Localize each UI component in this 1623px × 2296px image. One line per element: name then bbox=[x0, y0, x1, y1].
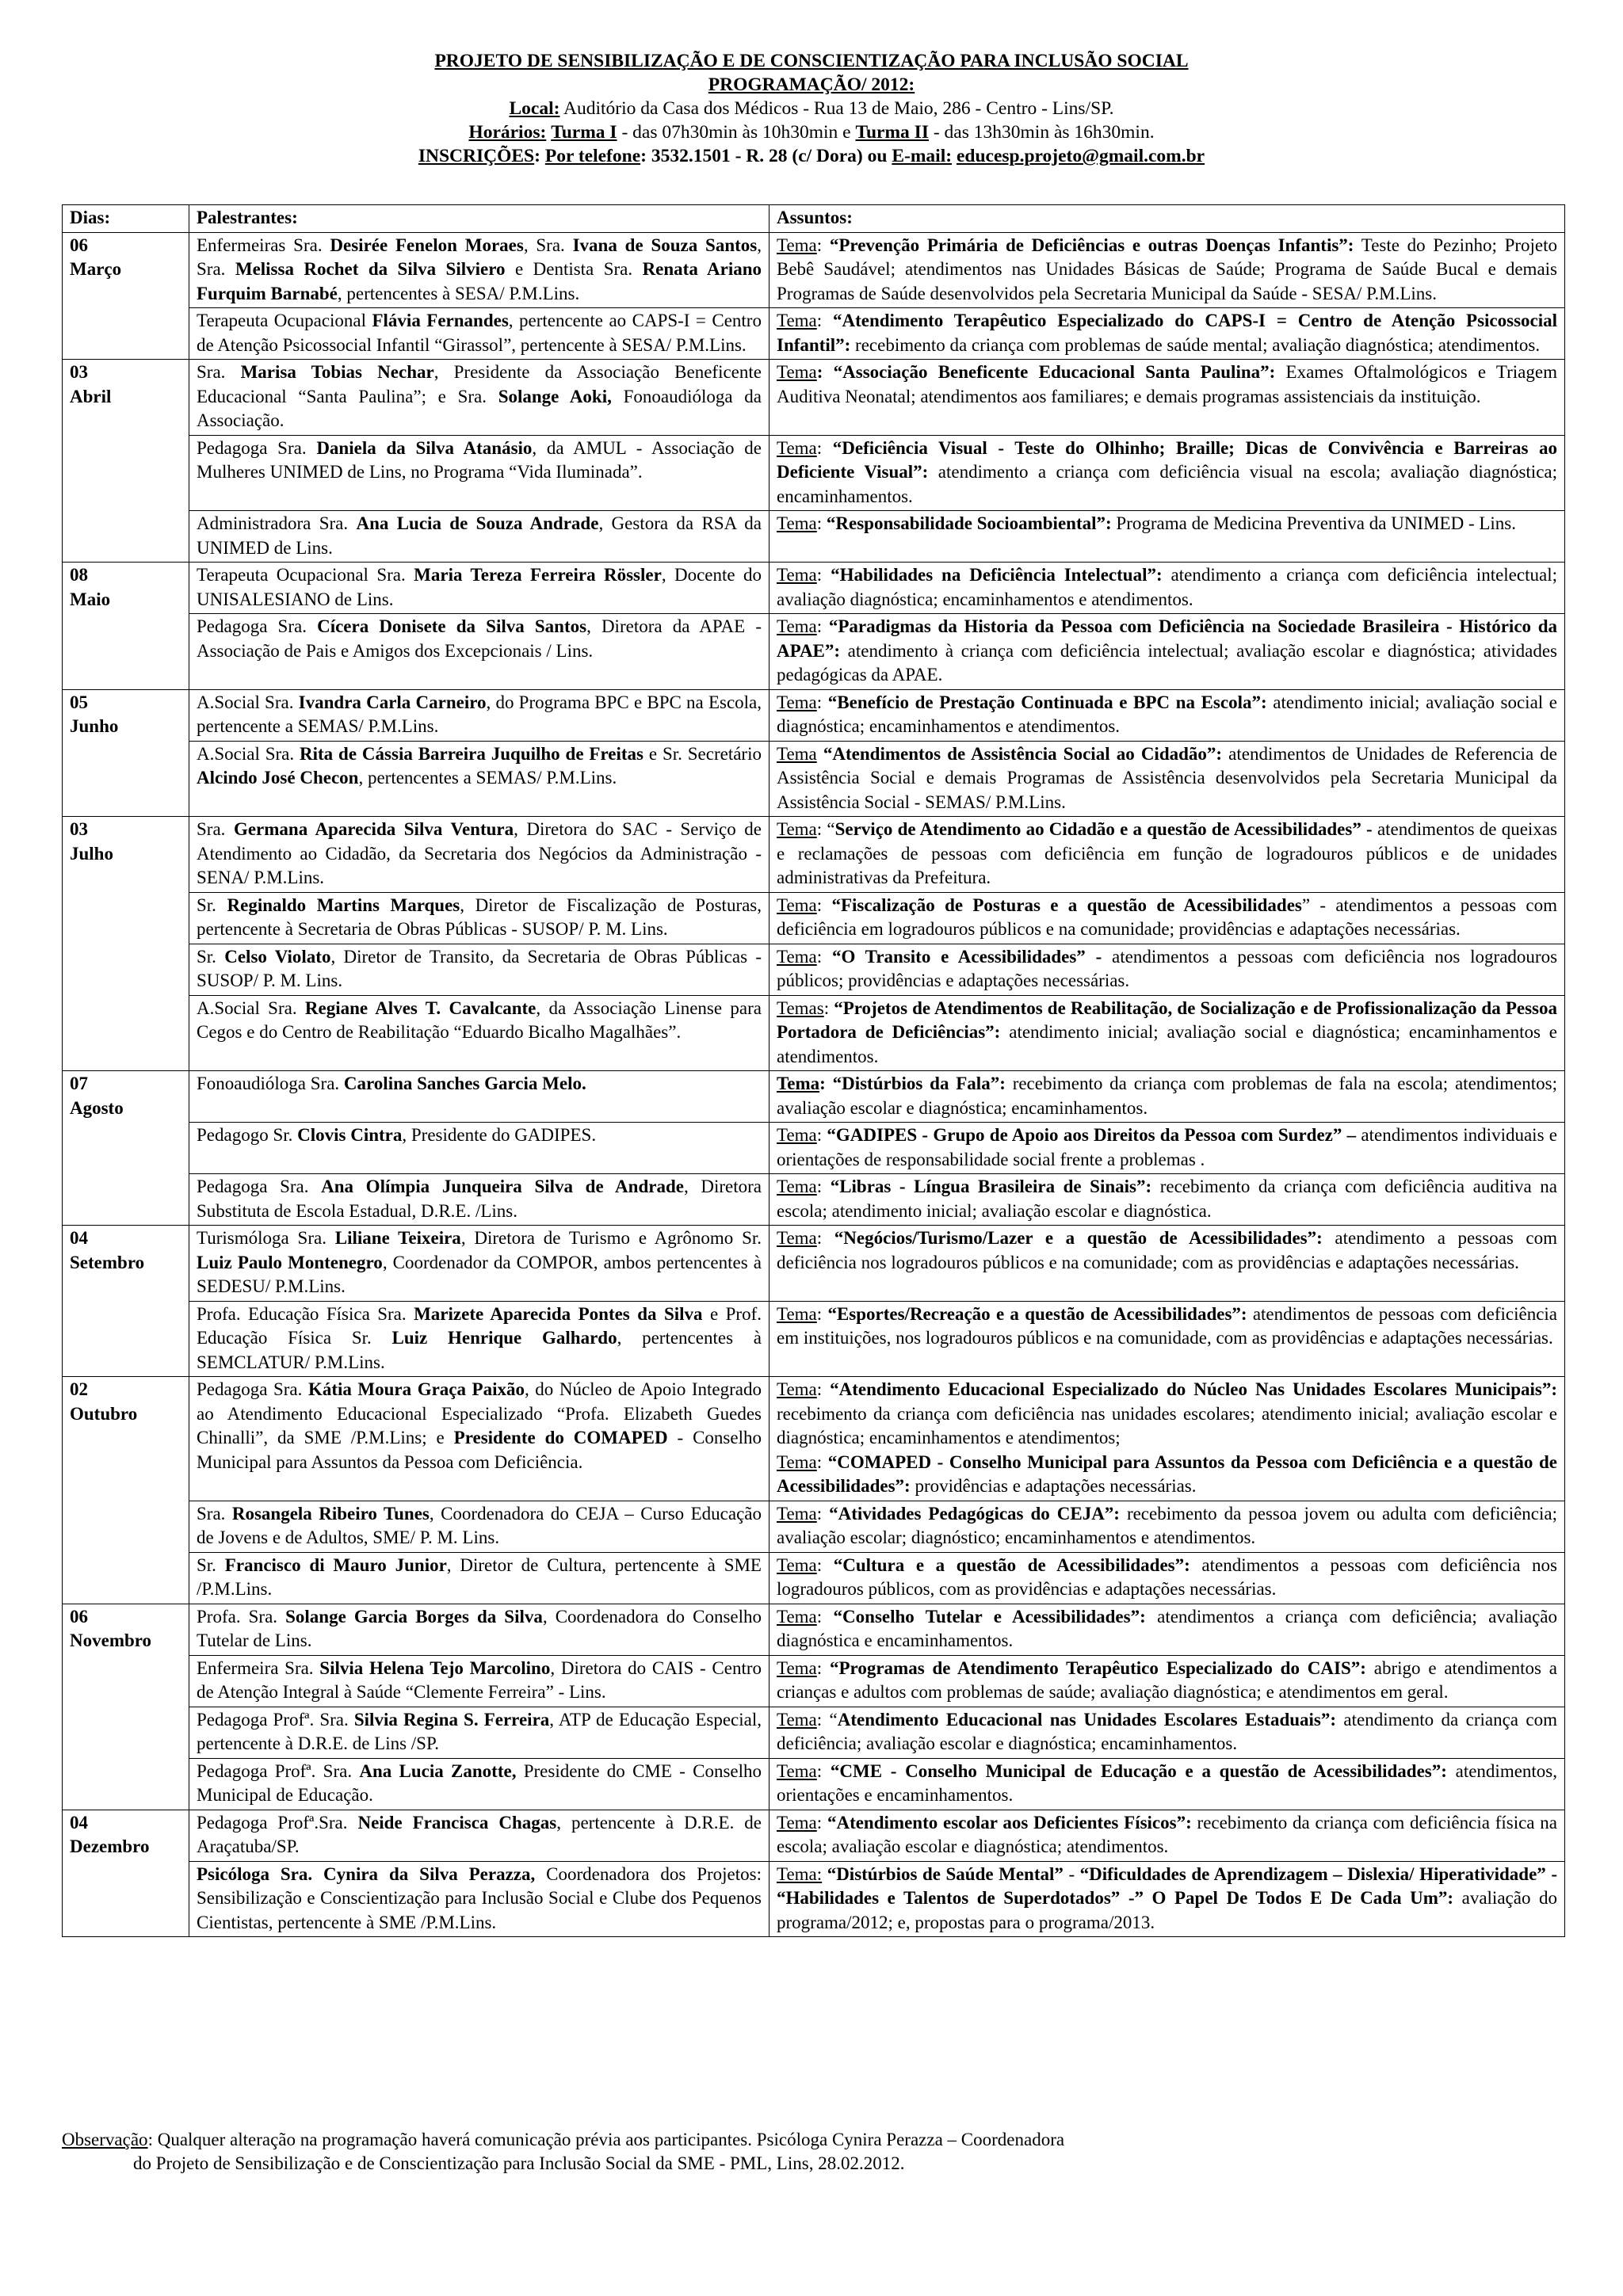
speaker-cell: A.Social Sra. Ivandra Carla Carneiro, do Programa BPC e BPC na Escola, pertencente a SEMAS/ P.M.Lins. bbox=[189, 689, 769, 741]
table-row bbox=[63, 944, 1565, 995]
email-link[interactable]: educesp.projeto@gmail.com.br bbox=[956, 146, 1205, 166]
day-month: Outubro bbox=[70, 1403, 138, 1424]
day-number: 07 bbox=[70, 1074, 88, 1093]
subject-cell: Tema: “Esportes/Recreação e a questão de Acessibilidades”: atendimentos de pessoas com deficiência em instituições, nos logradouros públicos e na comunidade, com as providências e adaptações necessárias. bbox=[769, 1301, 1565, 1377]
day-month: Março bbox=[70, 259, 122, 279]
speaker-cell: Fonoaudióloga Sra. Carolina Sanches Garcia Melo. bbox=[189, 1071, 769, 1123]
subject-cell: Temas: “Projetos de Atendimentos de Reabilitação, de Socialização e de Profissionalização da Pessoa Portadora de Deficiências”: atendimento inicial; avaliação social e diagnóstica; encaminhamentos e atendimentos. bbox=[769, 995, 1565, 1071]
speaker-cell: Administradora Sra. Ana Lucia de Souza Andrade, Gestora da RSA da UNIMED de Lins. bbox=[189, 511, 769, 563]
day-month: Novembro bbox=[70, 1630, 152, 1650]
speaker-cell: Pedagoga Sra. Ana Olímpia Junqueira Silva de Andrade, Diretora Substituta de Escola Estadual, D.R.E. /Lins. bbox=[189, 1174, 769, 1226]
subject-cell: Tema: “Programas de Atendimento Terapêutico Especializado do CAIS”: abrigo e atendimentos a crianças e adultos com problemas de saúde; avaliação diagnóstica; e atendimentos em geral. bbox=[769, 1655, 1565, 1707]
subject-cell: Tema: “Distúrbios de Saúde Mental” - “Dificuldades de Aprendizagem – Dislexia/ Hiperatividade” - “Habilidades e Talentos de Superdotados” -” O Papel De Todos E De Cada Um”: avaliação do programa/2012; e, propostas para o programa/2013. bbox=[769, 1861, 1565, 1937]
day-month: Dezembro bbox=[70, 1836, 150, 1856]
table-row bbox=[63, 360, 1565, 436]
subject-cell: Tema: “Libras - Língua Brasileira de Sinais”: recebimento da criança com deficiência auditiva na escola; atendimento inicial; avaliação escolar e diagnóstica. bbox=[769, 1174, 1565, 1226]
table-row bbox=[63, 1071, 1565, 1123]
horarios-line: Horários: Turma I - das 07h30min às 10h30min e Turma II - das 13h30min às 16h30min. bbox=[468, 122, 1155, 143]
schedule-table bbox=[62, 204, 1565, 1937]
day-cell bbox=[63, 689, 189, 817]
program-title: PROGRAMAÇÃO/ 2012: bbox=[708, 74, 915, 95]
subject-cell: Tema: “Prevenção Primária de Deficiências e outras Doenças Infantis”: Teste do Pezinho; Projeto Bebê Saudável; atendimentos nas Unidades Básicas de Saúde; Programa de Saúde Bucal e demais Programas de Saúde desenvolvidos pela Secretaria Municipal da Saúde - SESA/ P.M.Lins. bbox=[769, 232, 1565, 308]
day-number: 02 bbox=[70, 1379, 88, 1399]
table-row bbox=[63, 995, 1565, 1071]
subject-cell: Tema: “Benefício de Prestação Continuada e BPC na Escola”: atendimento inicial; avaliação social e diagnóstica; encaminhamentos e atendimentos. bbox=[769, 689, 1565, 741]
table-row bbox=[63, 689, 1565, 741]
day-cell bbox=[63, 1071, 189, 1226]
day-month: Agosto bbox=[70, 1097, 124, 1118]
day-number: 04 bbox=[70, 1228, 88, 1248]
subject-cell: Tema: “Atendimento escolar aos Deficientes Físicos”: recebimento da criança com deficiência física na escola; avaliação escolar e diagnóstica; atendimentos. bbox=[769, 1810, 1565, 1861]
day-number: 06 bbox=[70, 1606, 88, 1627]
speaker-cell: Turismóloga Sra. Liliane Teixeira, Diretora de Turismo e Agrônomo Sr. Luiz Paulo Montenegro, Coordenador da COMPOR, ambos pertencentes à SEDESU/ P.M.Lins. bbox=[189, 1226, 769, 1302]
header-assuntos: Assuntos: bbox=[769, 205, 1565, 233]
table-row bbox=[63, 1174, 1565, 1226]
table-row bbox=[63, 817, 1565, 893]
subject-cell: Tema: “Atendimento Terapêutico Especializado do CAPS-I = Centro de Atenção Psicossocial Infantil”: recebimento da criança com problemas de saúde mental; avaliação diagnóstica; atendimentos. bbox=[769, 308, 1565, 360]
table-row bbox=[63, 1501, 1565, 1552]
speaker-cell: Sr. Francisco di Mauro Junior, Diretor de Cultura, pertencente à SME /P.M.Lins. bbox=[189, 1552, 769, 1604]
speaker-cell: A.Social Sra. Regiane Alves T. Cavalcante, da Associação Linense para Cegos e do Centro de Reabilitação “Eduardo Bicalho Magalhães”. bbox=[189, 995, 769, 1071]
subject-cell: Tema: “Negócios/Turismo/Lazer e a questão de Acessibilidades”: atendimento a pessoas com deficiência nos logradouros públicos e na comunidade; com as providências e adaptações necessárias. bbox=[769, 1226, 1565, 1302]
speaker-cell: Enfermeiras Sra. Desirée Fenelon Moraes, Sra. Ivana de Souza Santos, Sra. Melissa Rochet da Silva Silviero e Dentista Sra. Renata Ariano Furquim Barnabé, pertencentes à SESA/ P.M.Lins. bbox=[189, 232, 769, 308]
footer-line-2: do Projeto de Sensibilização e de Conscientização para Inclusão Social da SME - PML, Lins, 28.02.2012. bbox=[133, 2153, 905, 2173]
speaker-cell: Sr. Celso Violato, Diretor de Transito, da Secretaria de Obras Públicas - SUSOP/ P. M. Lins. bbox=[189, 944, 769, 995]
subject-cell: Tema: “Atendimento Educacional Especializado do Núcleo Nas Unidades Escolares Municipais”: recebimento da criança com deficiência nas unidades escolares; atendimento inicial; avaliação escolar e diagnóstica; encaminhamentos e atendimentos; Tema: “COMAPED - Conselho Municipal para Assuntos da Pessoa com Deficiência e a questão de Acessibilidades”: providências e adaptações necessárias. bbox=[769, 1377, 1565, 1501]
subject-cell: Tema: “Associação Beneficente Educacional Santa Paulina”: Exames Oftalmológicos e Triagem Auditiva Neonatal; atendimentos aos familiares; e demais programas assistenciais da instituição. bbox=[769, 360, 1565, 436]
table-row bbox=[63, 435, 1565, 511]
subject-cell: Tema: “Responsabilidade Socioambiental”: Programa de Medicina Preventiva da UNIMED - Lins. bbox=[769, 511, 1565, 563]
table-header-row bbox=[63, 205, 1565, 233]
table-row bbox=[63, 308, 1565, 360]
table-row bbox=[63, 1123, 1565, 1174]
table-row bbox=[63, 563, 1565, 614]
table-row bbox=[63, 511, 1565, 563]
subject-cell: Tema “Atendimentos de Assistência Social ao Cidadão”: atendimentos de Unidades de Referencia de Assistência Social e demais Programas de Assistência desenvolvidos pela Secretaria Municipal da Assistência Social - SEMAS/ P.M.Lins. bbox=[769, 741, 1565, 817]
subject-cell: Tema: “Cultura e a questão de Acessibilidades”: atendimentos a pessoas com deficiência nos logradouros públicos, com as providências e adaptações necessárias. bbox=[769, 1552, 1565, 1604]
speaker-cell: A.Social Sra. Rita de Cássia Barreira Juquilho de Freitas e Sr. Secretário Alcindo José Checon, pertencentes a SEMAS/ P.M.Lins. bbox=[189, 741, 769, 817]
day-cell bbox=[63, 817, 189, 1071]
speaker-cell: Pedagoga Sra. Kátia Moura Graça Paixão, do Núcleo de Apoio Integrado ao Atendimento Educacional Especializado “Profa. Elizabeth Guedes Chinalli”, da SME /P.M.Lins; e Presidente do COMAPED - Conselho Municipal para Assuntos da Pessoa com Deficiência. bbox=[189, 1377, 769, 1501]
day-cell bbox=[63, 1226, 189, 1377]
subject-cell: Tema: “Conselho Tutelar e Acessibilidades”: atendimentos a criança com deficiência; avaliação diagnóstica e encaminhamentos. bbox=[769, 1604, 1565, 1655]
speaker-cell: Sr. Reginaldo Martins Marques, Diretor de Fiscalização de Posturas, pertencente à Secretaria de Obras Públicas - SUSOP/ P. M. Lins. bbox=[189, 892, 769, 944]
header-palestrantes: Palestrantes: bbox=[189, 205, 769, 233]
speaker-cell: Pedagoga Sra. Cícera Donisete da Silva Santos, Diretora da APAE - Associação de Pais e Amigos dos Excepcionais / Lins. bbox=[189, 614, 769, 690]
schedule-body bbox=[63, 232, 1565, 1937]
speaker-cell: Pedagoga Profª. Sra. Silvia Regina S. Ferreira, ATP de Educação Especial, pertencente à D.R.E. de Lins /SP. bbox=[189, 1707, 769, 1758]
day-number: 04 bbox=[70, 1812, 88, 1833]
day-number: 08 bbox=[70, 565, 88, 585]
subject-cell: Tema: “O Transito e Acessibilidades” - atendimentos a pessoas com deficiência nos logradouros públicos; providências e adaptações necessárias. bbox=[769, 944, 1565, 995]
day-number: 03 bbox=[70, 819, 88, 839]
table-row bbox=[63, 1861, 1565, 1937]
day-cell bbox=[63, 360, 189, 563]
day-number: 05 bbox=[70, 692, 88, 712]
day-number: 06 bbox=[70, 235, 88, 255]
speaker-cell: Profa. Sra. Solange Garcia Borges da Silva, Coordenadora do Conselho Tutelar de Lins. bbox=[189, 1604, 769, 1655]
project-title: PROJETO DE SENSIBILIZAÇÃO E DE CONSCIENTIZAÇÃO PARA INCLUSÃO SOCIAL bbox=[434, 51, 1189, 71]
speaker-cell: Sra. Germana Aparecida Silva Ventura, Diretora do SAC - Serviço de Atendimento ao Cidadão, da Secretaria dos Negócios da Administração - SENA/ P.M.Lins. bbox=[189, 817, 769, 893]
speaker-cell: Sra. Marisa Tobias Nechar, Presidente da Associação Beneficente Educacional “Santa Paulina”; e Sra. Solange Aoki, Fonoaudióloga da Associação. bbox=[189, 360, 769, 436]
day-cell bbox=[63, 1377, 189, 1604]
table-row bbox=[63, 1226, 1565, 1302]
speaker-cell: Pedagogo Sr. Clovis Cintra, Presidente do GADIPES. bbox=[189, 1123, 769, 1174]
table-row bbox=[63, 1758, 1565, 1810]
day-cell bbox=[63, 563, 189, 690]
table-row bbox=[63, 892, 1565, 944]
day-month: Setembro bbox=[70, 1252, 145, 1272]
subject-cell: Tema: “Distúrbios da Fala”: recebimento da criança com problemas de fala na escola; atendimentos; avaliação escolar e diagnóstica; encaminhamentos. bbox=[769, 1071, 1565, 1123]
speaker-cell: Pedagoga Profª.Sra. Neide Francisca Chagas, pertencente à D.R.E. de Araçatuba/SP. bbox=[189, 1810, 769, 1861]
local-line: Local: Auditório da Casa dos Médicos - Rua 13 de Maio, 286 - Centro - Lins/SP. bbox=[509, 98, 1114, 119]
table-row bbox=[63, 741, 1565, 817]
day-number: 03 bbox=[70, 362, 88, 382]
speaker-cell: Pedagoga Sra. Daniela da Silva Atanásio, da AMUL - Associação de Mulheres UNIMED de Lins, no Programa “Vida Iluminada”. bbox=[189, 435, 769, 511]
day-cell bbox=[63, 1604, 189, 1810]
table-row bbox=[63, 232, 1565, 308]
header-dias: Dias: bbox=[63, 205, 189, 233]
table-row bbox=[63, 1552, 1565, 1604]
subject-cell: Tema: “Fiscalização de Posturas e a questão de Acessibilidades” - atendimentos a pessoas com deficiência em logradouros públicos e na comunidade; providências e adaptações necessárias. bbox=[769, 892, 1565, 944]
subject-cell: Tema: “Paradigmas da Historia da Pessoa com Deficiência na Sociedade Brasileira - Histórico da APAE”: atendimento à criança com deficiência intelectual; avaliação escolar e diagnóstica; atividades pedagógicas da APAE. bbox=[769, 614, 1565, 690]
speaker-cell: Sra. Rosangela Ribeiro Tunes, Coordenadora do CEJA – Curso Educação de Jovens e de Adultos, SME/ P. M. Lins. bbox=[189, 1501, 769, 1552]
speaker-cell: Psicóloga Sra. Cynira da Silva Perazza, Coordenadora dos Projetos: Sensibilização e Conscientização para Inclusão Social e Clube dos Pequenos Cientistas, pertencente à SME /P.M.Lins. bbox=[189, 1861, 769, 1937]
day-cell bbox=[63, 1810, 189, 1937]
speaker-cell: Enfermeira Sra. Silvia Helena Tejo Marcolino, Diretora do CAIS - Centro de Atenção Integral à Saúde “Clemente Ferreira” - Lins. bbox=[189, 1655, 769, 1707]
footer-line-1: Observação: Qualquer alteração na programação haverá comunicação prévia aos participantes. Psicóloga Cynira Perazza – Coordenadora bbox=[62, 2130, 1065, 2149]
subject-cell: Tema: “Atendimento Educacional nas Unidades Escolares Estaduais”: atendimento da criança com deficiência; avaliação escolar e diagnóstica; encaminhamentos. bbox=[769, 1707, 1565, 1758]
day-cell bbox=[63, 232, 189, 360]
subject-cell: Tema: “GADIPES - Grupo de Apoio aos Direitos da Pessoa com Surdez” – atendimentos individuais e orientações de responsabilidade social frente a problemas . bbox=[769, 1123, 1565, 1174]
day-month: Maio bbox=[70, 589, 111, 609]
day-month: Abril bbox=[70, 386, 112, 406]
footer-note bbox=[62, 2128, 1568, 2176]
subject-cell: Tema: “CME - Conselho Municipal de Educação e a questão de Acessibilidades”: atendimentos, orientações e encaminhamentos. bbox=[769, 1758, 1565, 1810]
speaker-cell: Terapeuta Ocupacional Flávia Fernandes, pertencente ao CAPS-I = Centro de Atenção Psicossocial Infantil “Girassol”, pertencente à SESA/ P.M.Lins. bbox=[189, 308, 769, 360]
speaker-cell: Terapeuta Ocupacional Sra. Maria Tereza Ferreira Rössler, Docente do UNISALESIANO de Lins. bbox=[189, 563, 769, 614]
day-month: Junho bbox=[70, 716, 119, 736]
day-month: Julho bbox=[70, 843, 113, 864]
table-row bbox=[63, 1810, 1565, 1861]
table-row bbox=[63, 1707, 1565, 1758]
table-row bbox=[63, 1604, 1565, 1655]
inscricoes-line: INSCRIÇÕES: Por telefone: 3532.1501 - R. 28 (c/ Dora) ou E-mail: educesp.projeto@gmail.com.br bbox=[418, 146, 1205, 166]
speaker-cell: Profa. Educação Física Sra. Marizete Aparecida Pontes da Silva e Prof. Educação Física Sr. Luiz Henrique Galhardo, pertencentes à SEMCLATUR/ P.M.Lins. bbox=[189, 1301, 769, 1377]
document-header bbox=[0, 49, 1623, 168]
table-row bbox=[63, 614, 1565, 690]
subject-cell: Tema: “Atividades Pedagógicas do CEJA”: recebimento da pessoa jovem ou adulta com deficiência; avaliação escolar; diagnóstico; encaminhamentos e atendimentos. bbox=[769, 1501, 1565, 1552]
table-row bbox=[63, 1655, 1565, 1707]
subject-cell: Tema: “Serviço de Atendimento ao Cidadão e a questão de Acessibilidades” - atendimentos de queixas e reclamações de pessoas com deficiência em função de logradouros públicos e de unidades administrativas da Prefeitura. bbox=[769, 817, 1565, 893]
table-row bbox=[63, 1377, 1565, 1501]
speaker-cell: Pedagoga Profª. Sra. Ana Lucia Zanotte, Presidente do CME - Conselho Municipal de Educação. bbox=[189, 1758, 769, 1810]
subject-cell: Tema: “Habilidades na Deficiência Intelectual”: atendimento a criança com deficiência intelectual; avaliação diagnóstica; encaminhamentos e atendimentos. bbox=[769, 563, 1565, 614]
subject-cell: Tema: “Deficiência Visual - Teste do Olhinho; Braille; Dicas de Convivência e Barreiras ao Deficiente Visual”: atendimento a criança com deficiência visual na escola; avaliação diagnóstica; encaminhamentos. bbox=[769, 435, 1565, 511]
table-row bbox=[63, 1301, 1565, 1377]
